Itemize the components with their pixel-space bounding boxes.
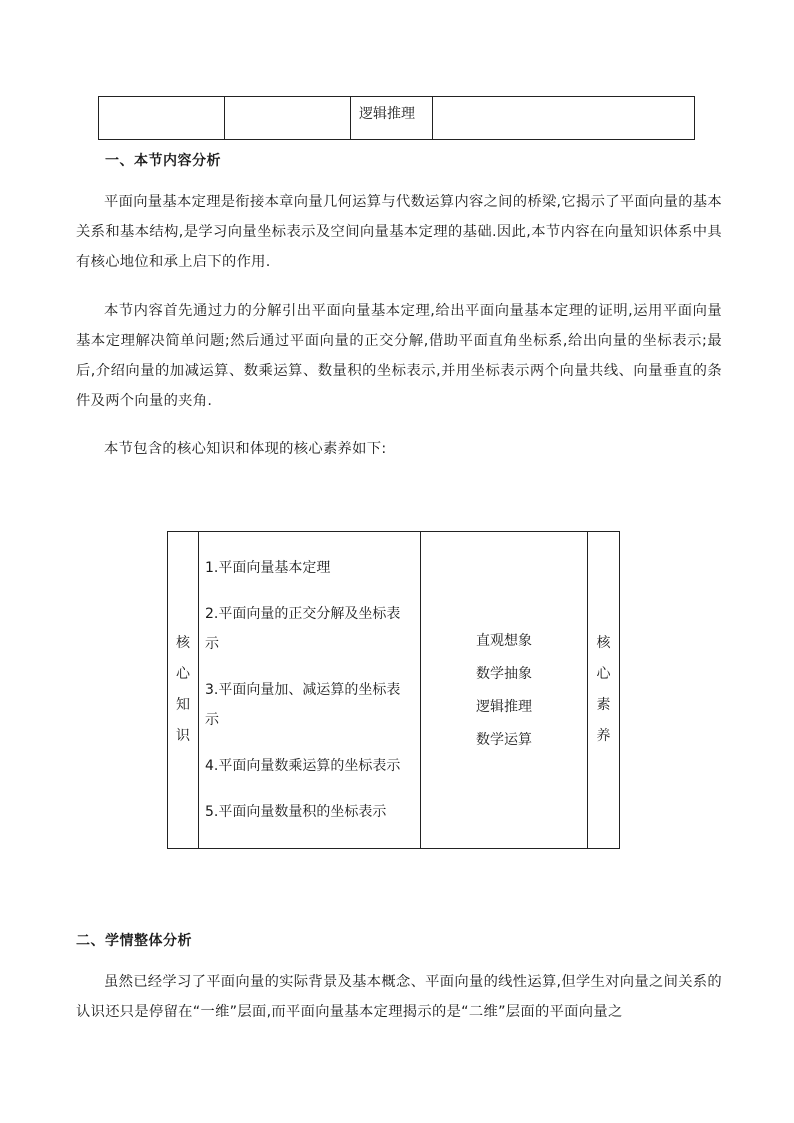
table-row	[168, 532, 620, 849]
label-char: 心	[596, 666, 611, 682]
literacy-item: 数学运算	[476, 731, 532, 748]
table-row	[99, 97, 695, 140]
knowledge-list-cell	[199, 532, 421, 849]
paragraph: 平面向量基本定理是衔接本章向量几何运算与代数运算内容之间的桥梁,它揭示了平面向量的基本关系和基本结构,是学习向量坐标表示及空间向量基本定理的基础.因此,本节内容在向量知识体系中具有核心地位和承上启下的作用.	[76, 194, 722, 270]
literacy-list-cell	[421, 532, 588, 849]
table-cell	[433, 97, 695, 140]
label-char: 核	[176, 635, 190, 651]
label-char: 养	[596, 728, 611, 744]
table-cell	[99, 97, 225, 140]
label-char: 素	[596, 697, 611, 713]
table-cell	[225, 97, 351, 140]
knowledge-item: 4.平面向量数乘运算的坐标表示	[205, 758, 401, 774]
knowledge-label-cell	[168, 532, 199, 849]
literacy-label-cell	[588, 532, 620, 849]
label-char: 心	[176, 666, 190, 682]
top-table	[98, 96, 695, 140]
knowledge-item: 5.平面向量数量积的坐标表示	[205, 804, 387, 820]
section-heading: 一、本节内容分析	[105, 153, 221, 169]
paragraph: 本节内容首先通过力的分解引出平面向量基本定理,给出平面向量基本定理的证明,运用平面向量基本定理解决简单问题;然后通过平面向量的正交分解,借助平面直角坐标系,给出向量的坐标表示;最后,介绍向量的加减运算、数乘运算、数量积的坐标表示,并用坐标表示两个向量共线、向量垂直的条件及两个向量的夹角.	[76, 303, 722, 409]
core-knowledge-table	[167, 531, 620, 849]
paragraph: 本节包含的核心知识和体现的核心素养如下:	[104, 441, 387, 457]
label-char: 核	[596, 635, 611, 651]
label-char: 识	[176, 728, 190, 744]
literacy-item: 数学抽象	[476, 665, 532, 682]
label-char: 知	[176, 697, 190, 713]
knowledge-item: 2.平面向量的正交分解及坐标表示	[205, 606, 401, 652]
paragraph: 虽然已经学习了平面向量的实际背景及基本概念、平面向量的线性运算,但学生对向量之间关系的认识还只是停留在“一维”层面,而平面向量基本定理揭示的是“二维”层面的平面向量之	[76, 974, 722, 1020]
knowledge-item: 1.平面向量基本定理	[205, 560, 331, 576]
knowledge-item: 3.平面向量加、减运算的坐标表示	[205, 682, 401, 728]
section-heading: 二、学情整体分析	[76, 933, 192, 949]
literacy-item: 直观想象	[476, 632, 532, 649]
literacy-item: 逻辑推理	[476, 698, 532, 715]
table-cell: 逻辑推理	[351, 97, 433, 140]
